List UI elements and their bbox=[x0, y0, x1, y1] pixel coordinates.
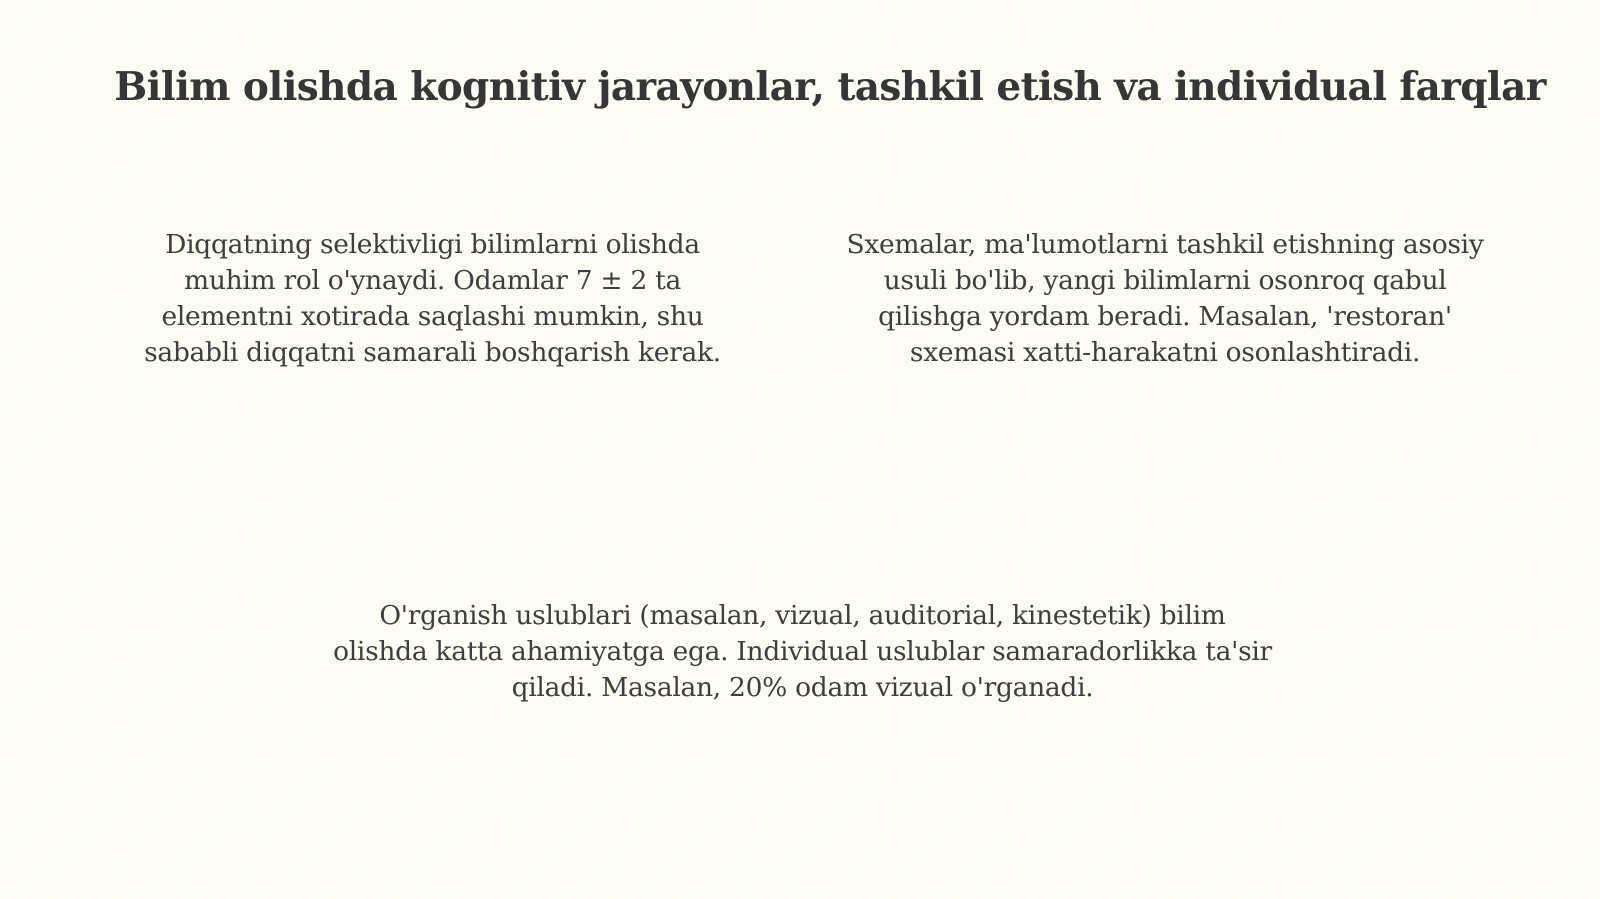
paragraph-attention bbox=[100, 227, 765, 371]
paragraph-line: qilishga yordam beradi. Masalan, 'restoran' bbox=[878, 301, 1452, 332]
paragraph-schemas bbox=[795, 227, 1535, 371]
paragraph-line: Diqqatning selektivligi bilimlarni olishda bbox=[165, 229, 700, 260]
paragraph-line: muhim rol o'ynaydi. Odamlar 7 ± 2 ta bbox=[184, 265, 681, 296]
paragraph-line: Sxemalar, ma'lumotlarni tashkil etishning asosiy bbox=[846, 229, 1484, 260]
paragraph-learning-styles bbox=[270, 598, 1335, 706]
paragraph-line: elementni xotirada saqlashi mumkin, shu bbox=[161, 301, 704, 332]
paragraph-line: usuli bo'lib, yangi bilimlarni osonroq qabul bbox=[883, 265, 1447, 296]
paragraph-line: sababli diqqatni samarali boshqarish kerak. bbox=[144, 337, 721, 368]
paragraph-line: qiladi. Masalan, 20% odam vizual o'rganadi. bbox=[511, 672, 1094, 703]
paragraph-line: O'rganish uslublari (masalan, vizual, auditorial, kinestetik) bilim bbox=[379, 600, 1226, 631]
paragraph-line: olishda katta ahamiyatga ega. Individual uslublar samaradorlikka ta'sir bbox=[333, 636, 1272, 667]
paragraph-line: sxemasi xatti-harakatni osonlashtiradi. bbox=[909, 337, 1421, 368]
slide-title: Bilim olishda kognitiv jarayonlar, tashkil etish va individual farqlar bbox=[114, 64, 1546, 110]
